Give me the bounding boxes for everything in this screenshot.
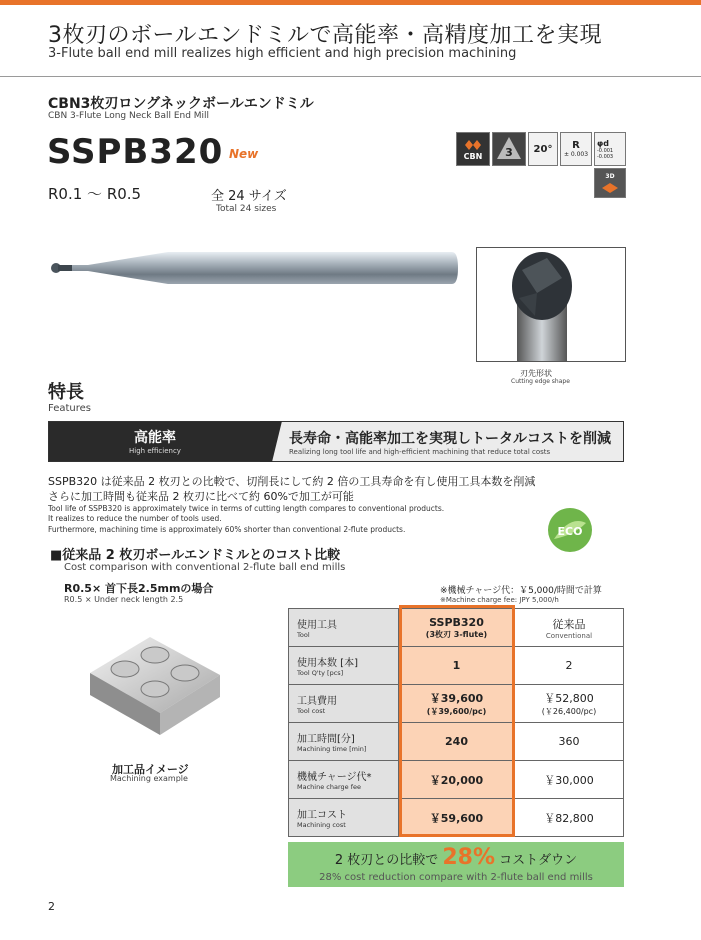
flute-count-label: 3 <box>505 146 513 159</box>
product-name-en: CBN 3-Flute Long Neck Ball End Mill <box>48 111 210 121</box>
cutting-edge-photo <box>476 247 626 362</box>
photo-caption-jp: 刃先形状 <box>520 369 552 378</box>
cutting-edge-image <box>477 248 625 361</box>
machine-fee-note-jp: ※機械チャージ代：￥5,000/時間で計算 <box>440 586 602 596</box>
conv-cost-total: ￥52,800 <box>544 692 594 705</box>
description-en-line1: Tool life of SSPB320 is approximately twice in terms of cutting length compares to conventional products. <box>48 504 445 513</box>
total-sizes-jp: 全 24 サイズ <box>211 189 287 204</box>
shank-tol-lower: -0.003 <box>597 153 614 160</box>
comparison-heading-jp: ■従来品 2 枚刃ボールエンドミルとのコスト比較 <box>50 548 341 563</box>
cbn-diamond-icon <box>462 138 484 152</box>
row-label-cost <box>289 685 399 723</box>
cost-reduction-jp <box>288 845 624 870</box>
header-divider <box>0 76 701 77</box>
page-number: 2 <box>48 900 55 913</box>
description-en-line3: Furthermore, machining time is approximately 60% shorter than conventional 2-flute products. <box>48 525 406 534</box>
conv-tool-name-jp: 従来品 <box>552 617 586 631</box>
shank-tolerance-icon <box>594 132 626 166</box>
conv-total-cell: ￥82,800 <box>515 799 624 837</box>
conv-cost-cell <box>515 685 624 723</box>
features-heading-en: Features <box>48 403 91 414</box>
feature-band-dark <box>49 422 261 461</box>
cost-reduction-en: 28% cost reduction compare with 2-flute ball end mills <box>319 872 593 883</box>
band-right-title-en: Realizing long tool life and high-efficient machining that reduce total costs <box>289 448 551 456</box>
shank-label: φd <box>597 138 609 148</box>
description-en-line2: It realizes to reduce the number of tools used. <box>48 514 222 523</box>
ours-cost-total: ￥39,600 <box>429 692 484 705</box>
band-arrow-shape <box>260 421 282 462</box>
condition-jp: R0.5× 首下長2.5mmの場合 <box>64 582 214 595</box>
features-heading-jp: 特長 <box>48 382 84 403</box>
cost-reduction-post: コストダウン <box>499 853 578 868</box>
total-sizes-en: Total 24 sizes <box>216 204 277 214</box>
ours-qty-cell: 1 <box>399 647 515 685</box>
cbn-icon-label: CBN <box>463 151 483 161</box>
eco-label: ECO <box>557 525 583 538</box>
3d-shape-icon <box>600 180 620 194</box>
cost-reduction-banner <box>288 842 624 887</box>
photo-caption-en: Cutting edge shape <box>511 378 570 385</box>
radius-range: R0.1 ～ R0.5 <box>48 185 142 203</box>
condition-en: R0.5 × Under neck length 2.5 <box>64 595 184 604</box>
eco-icon <box>540 505 600 555</box>
flute-count-icon <box>492 132 526 166</box>
conv-charge-cell: ￥30,000 <box>515 761 624 799</box>
band-left-title-jp: 高能率 <box>134 430 176 446</box>
product-name-jp: CBN3枚刃ロングネックボールエンドミル <box>48 96 314 112</box>
helix-angle-label: 20° <box>533 143 553 155</box>
tool-label-jp: 使用工具 <box>297 620 337 631</box>
cost-label-en: Tool cost <box>297 707 326 715</box>
radius-label: R <box>572 140 580 151</box>
header-title-jp: 3枚刃のボールエンドミルで高能率・高精度加工を実現 <box>48 23 603 48</box>
3d-label: 3D <box>605 172 615 180</box>
description-jp-line1: SSPB320 は従来品 2 枚刃との比較で、切削長にして約 2 倍の工具寿命を有し使用工具本数を削減 <box>48 475 536 488</box>
time-label-en: Machining time [min] <box>297 745 367 753</box>
row-label-tool <box>289 609 399 647</box>
machining-example-image <box>80 625 230 745</box>
conv-tool-name-en: Conventional <box>545 631 593 640</box>
ours-cost-per-piece: (￥39,600/pc) <box>426 707 487 716</box>
row-label-charge <box>289 761 399 799</box>
highlight-frame <box>399 605 515 837</box>
ours-total-cell: ￥59,600 <box>399 799 515 837</box>
comparison-heading-en: Cost comparison with conventional 2-flute ball end mills <box>64 562 346 573</box>
cost-reduction-pre: 2 枚刃との比較で <box>334 853 439 868</box>
3d-machining-icon <box>594 168 626 198</box>
charge-label-jp: 機械チャージ代* <box>297 772 372 783</box>
ours-tool-note: (3枚刃 3-flute) <box>425 629 488 639</box>
conv-qty-cell: 2 <box>515 647 624 685</box>
qty-label-en: Tool Q'ty [pcs] <box>297 669 344 677</box>
feature-band <box>48 421 624 462</box>
band-left-title-en: High efficiency <box>129 447 181 455</box>
row-label-qty <box>289 647 399 685</box>
machining-example-label-en: Machining example <box>110 774 188 783</box>
ours-tool-name: SSPB320 <box>429 615 484 629</box>
band-right-title-jp: 長寿命・高能率加工を実現しトータルコストを削減 <box>289 431 611 447</box>
helix-angle-icon <box>528 132 558 166</box>
radius-tolerance-label: ± 0.003 <box>563 151 589 158</box>
cbn-material-icon <box>456 132 490 166</box>
cost-label-jp: 工具費用 <box>297 696 337 707</box>
header-title-en: 3-Flute ball end mill realizes high efficient and high precision machining <box>48 46 517 61</box>
machine-fee-note-en: ※Machine charge fee: JPY 5,000/h <box>440 596 559 604</box>
conv-time-cell: 360 <box>515 723 624 761</box>
time-label-jp: 加工時間[分] <box>297 734 355 745</box>
qty-label-jp: 使用本数 [本] <box>297 658 358 669</box>
conv-cost-per-piece: (￥26,400/pc) <box>541 707 597 716</box>
cost-reduction-percent: 28% <box>442 845 496 870</box>
machining-example-label-jp: 加工品イメージ <box>112 763 189 776</box>
conv-tool-cell <box>515 609 624 647</box>
charge-label-en: Machine charge fee <box>297 783 361 791</box>
tool-label-en: Tool <box>297 631 310 639</box>
radius-tolerance-icon <box>560 132 592 166</box>
model-number: SSPB320 <box>47 132 224 172</box>
total-label-jp: 加工コスト <box>297 810 347 821</box>
top-accent-bar <box>0 0 701 5</box>
total-label-en: Machining cost <box>297 821 346 829</box>
ours-time-cell: 240 <box>399 723 515 761</box>
three-flute-icon <box>494 134 524 164</box>
row-label-time <box>289 723 399 761</box>
end-mill-illustration <box>48 246 460 290</box>
row-label-total <box>289 799 399 837</box>
shank-tol-upper: -0.001 <box>597 147 614 154</box>
ours-charge-cell: ￥20,000 <box>399 761 515 799</box>
new-badge: New <box>229 147 259 161</box>
description-jp-line2: さらに加工時間も従来品 2 枚刃に比べて約 60%で加工が可能 <box>48 490 354 503</box>
